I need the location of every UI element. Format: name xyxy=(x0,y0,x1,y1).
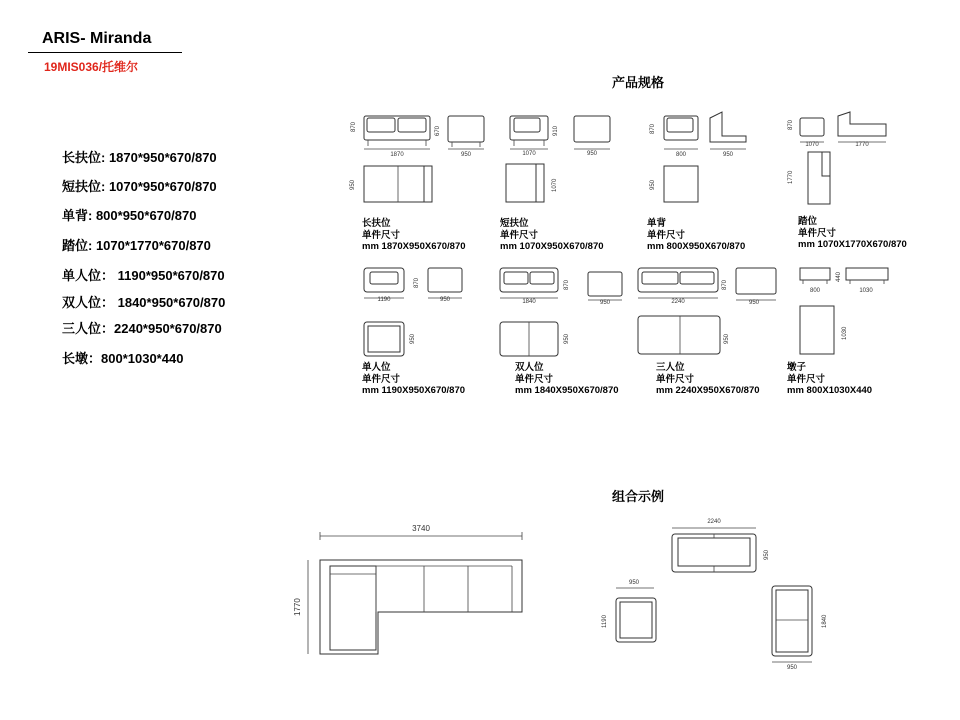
dim-label: 1840 xyxy=(522,299,536,305)
caption-long-arm xyxy=(362,218,466,253)
caption-label: 单件尺寸 xyxy=(515,373,554,385)
caption-name: 双人位 xyxy=(515,362,544,373)
dim-label: 1770 xyxy=(788,170,794,184)
dim-label: 1190 xyxy=(377,297,391,303)
dim-label: 1070 xyxy=(522,151,536,157)
caption-size: mm 800X1030X440 xyxy=(787,385,873,396)
dim-label: 670 xyxy=(435,125,441,136)
caption-name: 单背 xyxy=(647,218,667,229)
caption-triple-seat xyxy=(656,362,760,397)
drawing-single-back xyxy=(650,112,746,202)
caption-name: 单人位 xyxy=(362,362,391,373)
caption-size: mm 2240X950X670/870 xyxy=(656,385,760,396)
dim-label: 910 xyxy=(553,125,559,136)
dim-label: 950 xyxy=(722,152,734,158)
caption-size: mm 800X950X670/870 xyxy=(647,241,746,252)
caption-label: 单件尺寸 xyxy=(362,229,401,241)
dim-label: 870 xyxy=(414,277,420,288)
combo-dim: 1190 xyxy=(602,615,608,628)
caption-label: 单件尺寸 xyxy=(656,373,695,385)
dim-label: 1770 xyxy=(855,142,869,148)
caption-name: 长扶位 xyxy=(362,218,391,229)
caption-single-seat xyxy=(362,362,465,397)
spec-item: 短扶位: 1070*950*670/870 xyxy=(62,179,217,194)
spec-item: 踏位: 1070*1770*670/870 xyxy=(62,238,211,253)
dim-label: 950 xyxy=(586,151,598,157)
drawing-short-arm xyxy=(506,116,610,202)
combo-dim: 950 xyxy=(786,665,798,671)
dim-label: 800 xyxy=(809,288,821,294)
dim-label: 950 xyxy=(350,179,356,190)
caption-short-arm xyxy=(500,218,604,253)
dim-label: 1030 xyxy=(859,288,873,294)
dim-label: 950 xyxy=(460,152,472,158)
dim-label: 1070 xyxy=(805,142,819,148)
dim-label: 870 xyxy=(351,121,357,132)
dim-label: 950 xyxy=(748,300,760,306)
dim-label: 950 xyxy=(724,333,730,344)
caption-size: mm 1070X1770X670/870 xyxy=(798,239,907,250)
caption-ottoman xyxy=(787,362,872,397)
combo-dim: 1770 xyxy=(293,598,302,616)
dim-label: 950 xyxy=(650,179,656,190)
combo-dim: 3740 xyxy=(412,524,430,533)
dim-label: 950 xyxy=(410,333,416,344)
combo-dim: 950 xyxy=(764,549,770,560)
caption-size: mm 1870X950X670/870 xyxy=(362,241,466,252)
drawing-long-arm xyxy=(350,116,484,202)
product-spec-heading: 产品规格 xyxy=(612,75,665,90)
caption-single-back xyxy=(647,218,745,253)
caption-size: mm 1840X950X670/870 xyxy=(515,385,619,396)
caption-name: 短扶位 xyxy=(500,218,529,229)
caption-label: 单件尺寸 xyxy=(798,227,837,239)
spec-item: 长扶位: 1870*950*670/870 xyxy=(62,150,217,165)
dim-label: 950 xyxy=(564,333,570,344)
dim-label: 1030 xyxy=(842,326,848,340)
dim-label: 870 xyxy=(788,119,794,130)
dim-label: 1070 xyxy=(552,178,558,192)
combo-dim: 1840 xyxy=(822,614,828,628)
caption-label: 单件尺寸 xyxy=(500,229,539,241)
drawing-single-seat xyxy=(364,268,462,356)
spec-item: 三人位：2240*950*670/870 xyxy=(62,321,222,336)
dim-label: 1870 xyxy=(390,152,404,158)
drawing-triple-seat xyxy=(638,268,776,354)
dim-label: 800 xyxy=(675,152,687,158)
document-title: ARIS- Miranda xyxy=(42,30,152,47)
drawing-set-combination xyxy=(602,519,828,671)
caption-name: 三人位 xyxy=(656,362,685,373)
caption-name: 踏位 xyxy=(798,216,818,227)
spec-item: 单人位： 1190*950*670/870 xyxy=(62,268,225,283)
dim-label: 870 xyxy=(564,279,570,290)
dim-label: 870 xyxy=(650,123,656,134)
drawing-l-combination xyxy=(293,524,522,654)
caption-label: 单件尺寸 xyxy=(362,373,401,385)
caption-size: mm 1070X950X670/870 xyxy=(500,241,604,252)
spec-item: 单背: 800*950*670/870 xyxy=(62,208,197,223)
caption-chaise xyxy=(798,216,907,251)
caption-double-seat xyxy=(515,362,619,397)
dim-label: 950 xyxy=(439,297,451,303)
combo-dim: 950 xyxy=(628,580,640,586)
dim-label: 870 xyxy=(722,279,728,290)
caption-name: 墩子 xyxy=(787,362,807,373)
product-code: 19MIS036/托维尔 xyxy=(44,60,139,74)
drawing-chaise xyxy=(788,112,886,204)
caption-size: mm 1190X950X670/870 xyxy=(362,385,466,396)
dim-label: 2240 xyxy=(671,299,685,305)
spec-item: 长墩：800*1030*440 xyxy=(62,351,184,366)
caption-label: 单件尺寸 xyxy=(787,373,826,385)
dim-label: 950 xyxy=(599,300,611,306)
drawing-ottoman xyxy=(800,268,888,354)
drawing-double-seat xyxy=(500,268,622,356)
dim-label: 440 xyxy=(836,271,842,282)
caption-label: 单件尺寸 xyxy=(647,229,686,241)
combo-dim: 2240 xyxy=(707,519,721,525)
spec-item: 双人位： 1840*950*670/870 xyxy=(62,295,226,310)
combination-heading: 组合示例 xyxy=(612,489,665,504)
